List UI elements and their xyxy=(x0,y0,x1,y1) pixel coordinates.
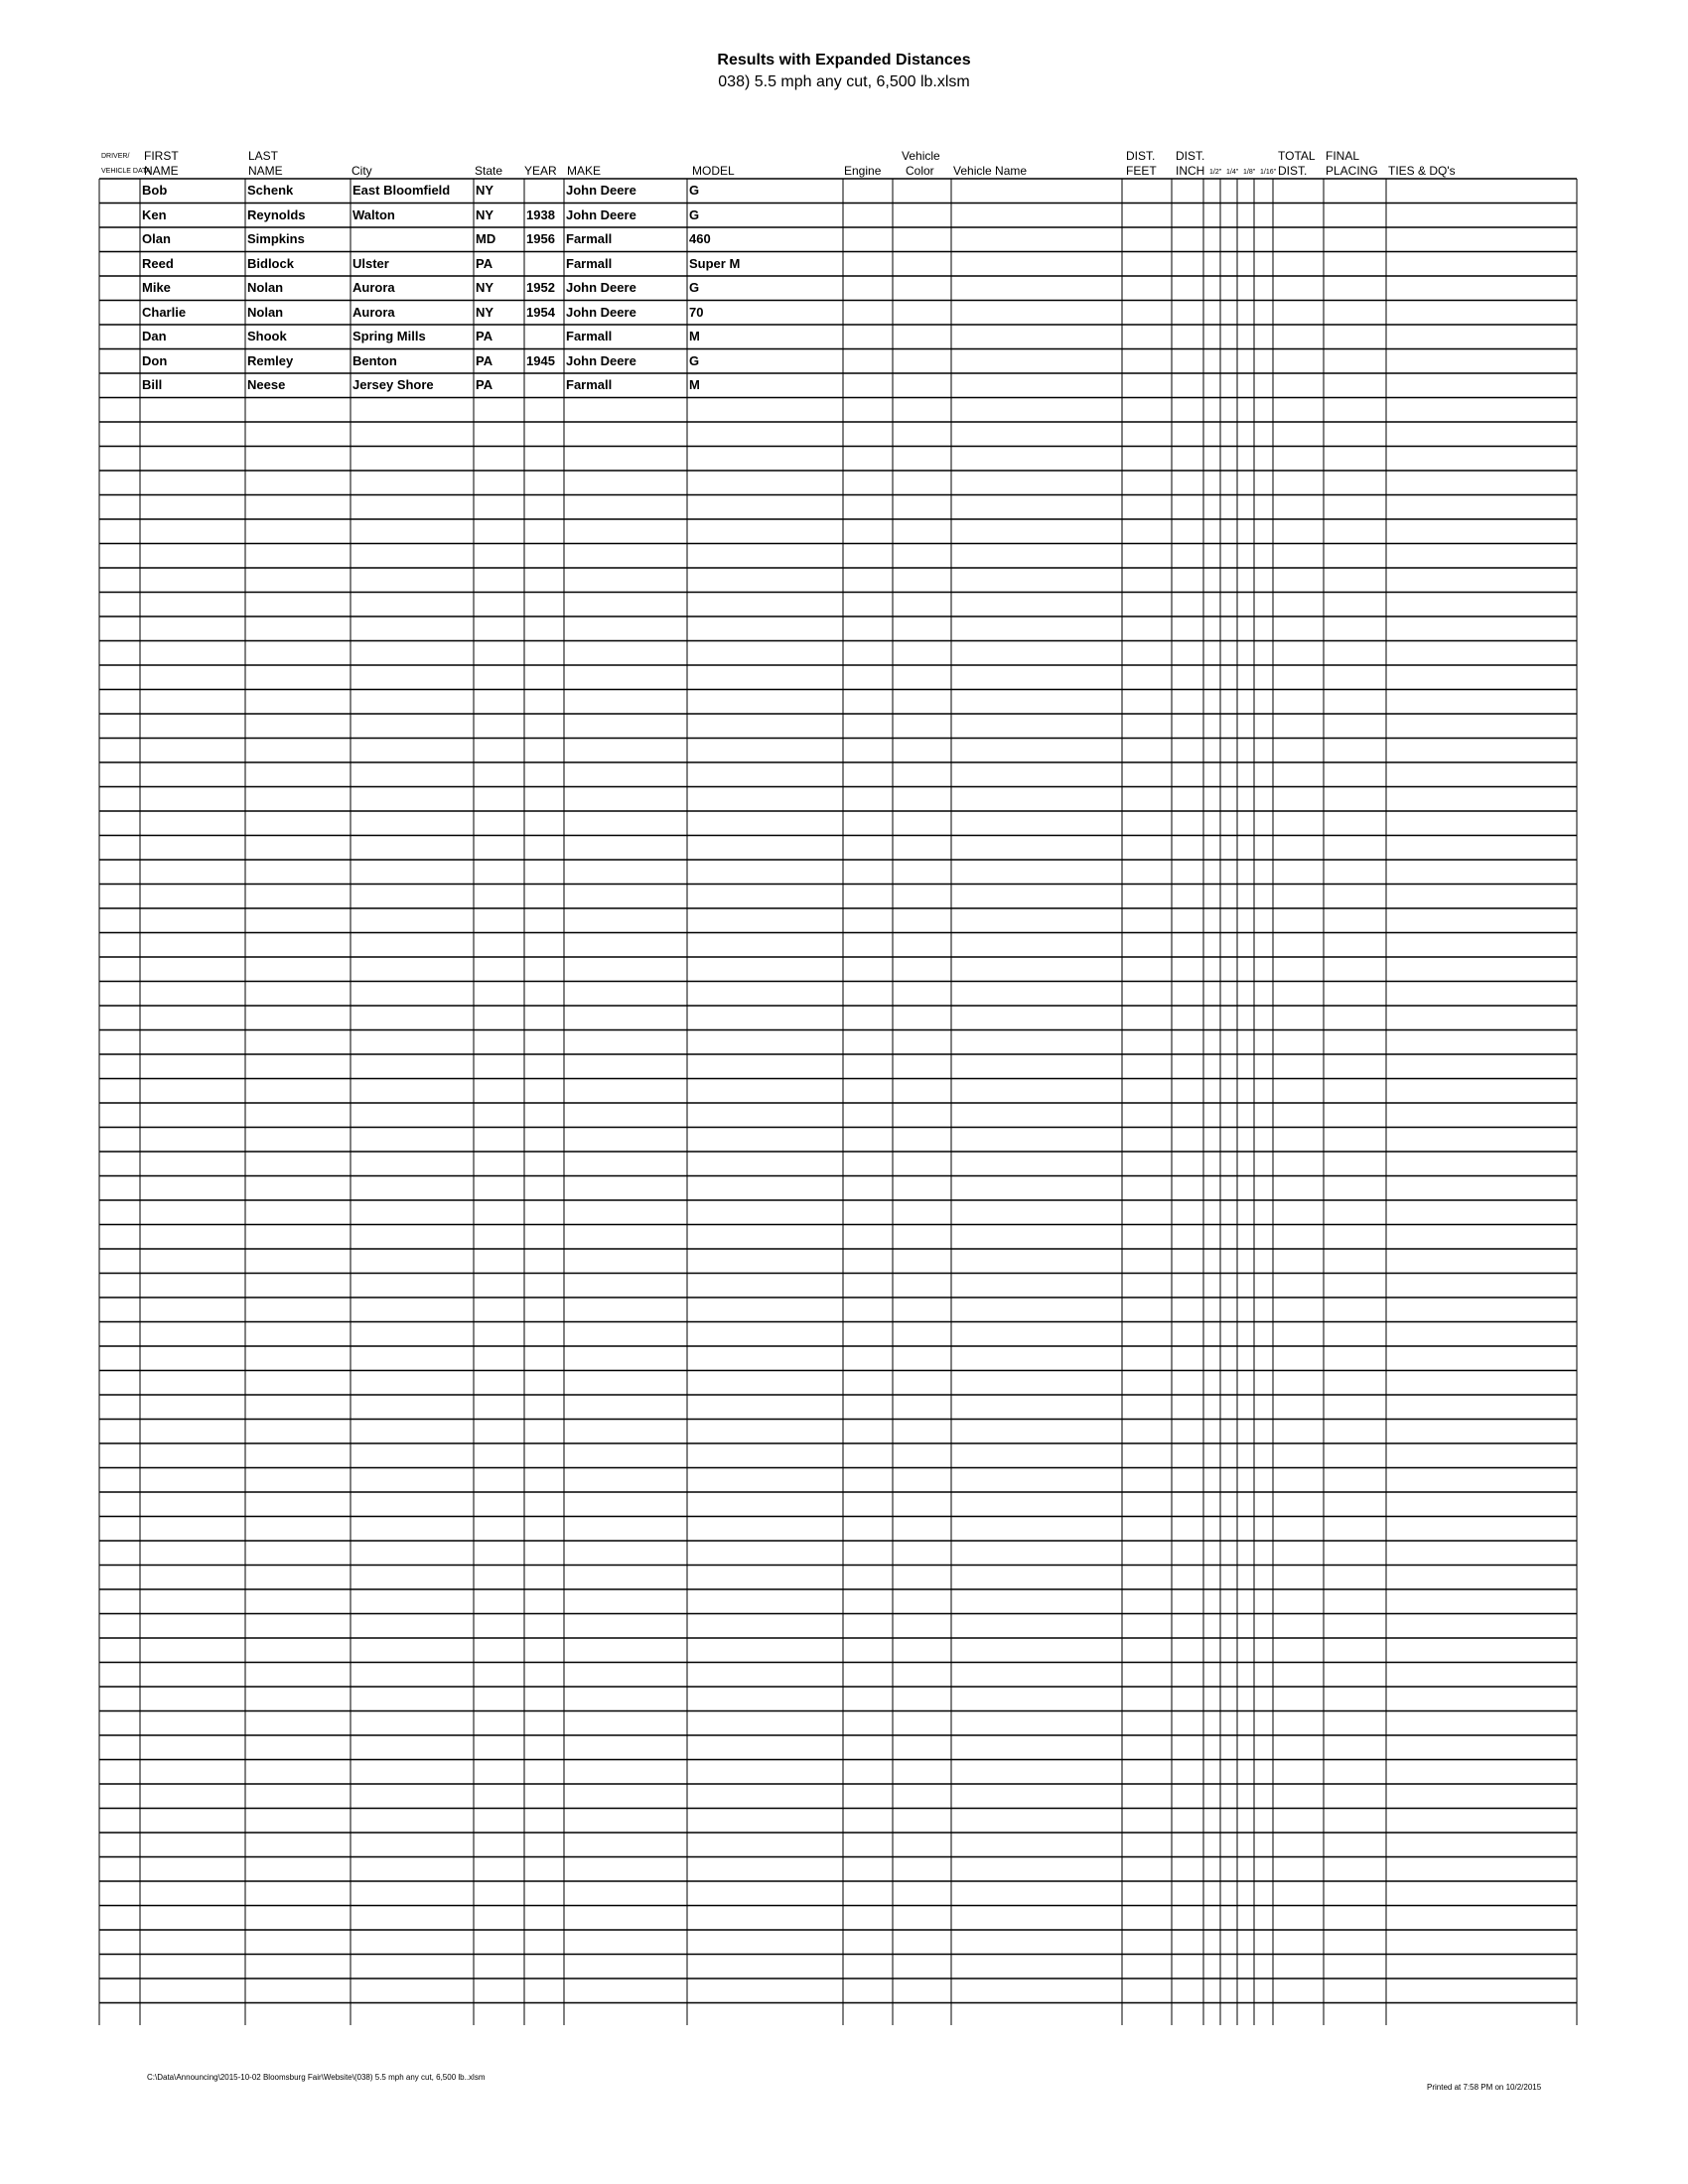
cell-last: Bidlock xyxy=(247,255,294,271)
cell-model: 460 xyxy=(689,231,711,246)
header-frac-eighth: 1/8" xyxy=(1243,169,1256,176)
cell-make: John Deere xyxy=(566,352,636,368)
cell-first: Don xyxy=(142,352,168,368)
cell-first: Bill xyxy=(142,377,163,392)
cell-model: M xyxy=(689,377,700,392)
cell-last: Remley xyxy=(247,352,294,368)
footer-file-path: C:\Data\Announcing\2015-10-02 Bloomsburg Fair\Website\(038) 5.5 mph any cut, 6,500 lb..xlsm xyxy=(147,2073,486,2082)
cell-make: Farmall xyxy=(566,255,613,271)
cell-last: Neese xyxy=(247,377,286,392)
header-dist-inch-line1: DIST. xyxy=(1176,149,1205,163)
cell-year: 1952 xyxy=(526,280,555,295)
cell-state: NY xyxy=(476,206,494,222)
footer-printed-timestamp: Printed at 7:58 PM on 10/2/2015 xyxy=(1427,2083,1542,2092)
header-frac-sixteenth: 1/16" xyxy=(1260,169,1277,176)
cell-year: 1938 xyxy=(526,206,555,222)
header-dist-feet-line1: DIST. xyxy=(1126,149,1156,163)
cell-city: Walton xyxy=(352,206,395,222)
cell-make: Farmall xyxy=(566,377,613,392)
cell-make: John Deere xyxy=(566,280,636,295)
cell-state: NY xyxy=(476,280,494,295)
cell-first: Dan xyxy=(142,329,167,343)
cell-year: 1956 xyxy=(526,231,555,246)
cell-state: PA xyxy=(476,377,493,392)
cell-model: M xyxy=(689,329,700,343)
header-dist-inch-line2: INCH xyxy=(1176,164,1205,178)
header-total-line2: DIST. xyxy=(1278,164,1308,178)
cell-state: PA xyxy=(476,329,493,343)
cell-last: Schenk xyxy=(247,183,294,198)
header-ties: TIES & DQ's xyxy=(1388,164,1456,178)
cell-model: G xyxy=(689,183,700,198)
cell-year: 1945 xyxy=(526,352,555,368)
header-state: State xyxy=(475,164,503,178)
header-driver-line1: DRIVER/ xyxy=(101,153,130,160)
cell-state: MD xyxy=(476,231,496,246)
cell-city: Jersey Shore xyxy=(352,377,434,392)
cell-state: NY xyxy=(476,304,494,320)
cell-state: NY xyxy=(476,183,494,198)
header-frac-quarter: 1/4" xyxy=(1226,169,1239,176)
header-final-line2: PLACING xyxy=(1326,164,1378,178)
cell-first: Charlie xyxy=(142,304,187,320)
cell-first: Mike xyxy=(142,280,171,295)
header-year: YEAR xyxy=(524,164,557,178)
header-dist-feet-line2: FEET xyxy=(1126,164,1157,178)
cell-last: Simpkins xyxy=(247,231,305,246)
header-total-line1: TOTAL xyxy=(1278,149,1316,163)
header-first-line2: NAME xyxy=(144,164,179,178)
cell-city: East Bloomfield xyxy=(352,183,451,198)
cell-city: Aurora xyxy=(352,304,395,320)
cell-state: PA xyxy=(476,352,493,368)
cell-city: Spring Mills xyxy=(352,329,426,343)
header-last-line2: NAME xyxy=(248,164,283,178)
cell-first: Bob xyxy=(142,183,168,198)
cell-first: Olan xyxy=(142,231,171,246)
header-last-line1: LAST xyxy=(248,149,279,163)
header-first-line1: FIRST xyxy=(144,149,179,163)
cell-make: Farmall xyxy=(566,329,613,343)
cell-city: Aurora xyxy=(352,280,395,295)
cell-model: Super M xyxy=(689,255,741,271)
cell-last: Reynolds xyxy=(247,206,306,222)
cell-year: 1954 xyxy=(526,304,555,320)
cell-model: G xyxy=(689,352,700,368)
cell-last: Nolan xyxy=(247,304,284,320)
cell-make: John Deere xyxy=(566,206,636,222)
cell-last: Shook xyxy=(247,329,287,343)
cell-first: Ken xyxy=(142,206,167,222)
cell-make: John Deere xyxy=(566,183,636,198)
cell-make: Farmall xyxy=(566,231,613,246)
header-color: Color xyxy=(906,164,934,178)
header-driver-line2: VEHICLE DATA xyxy=(101,168,151,175)
cell-model: G xyxy=(689,206,700,222)
header-vehicle-name: Vehicle Name xyxy=(953,164,1028,178)
cell-city: Ulster xyxy=(352,255,389,271)
cell-make: John Deere xyxy=(566,304,636,320)
page-title: Results with Expanded Distances xyxy=(717,52,971,68)
cell-model: G xyxy=(689,280,700,295)
header-city: City xyxy=(352,164,372,178)
cell-last: Nolan xyxy=(247,280,284,295)
header-make: MAKE xyxy=(567,164,602,178)
header-frac-half: 1/2" xyxy=(1209,169,1222,176)
header-final-line1: FINAL xyxy=(1326,149,1360,163)
header-vehicle-line1: Vehicle xyxy=(902,149,940,163)
cell-state: PA xyxy=(476,255,493,271)
cell-city: Benton xyxy=(352,352,397,368)
header-engine: Engine xyxy=(844,164,882,178)
cell-model: 70 xyxy=(689,304,704,320)
cell-first: Reed xyxy=(142,255,174,271)
header-model: MODEL xyxy=(692,164,735,178)
page-subtitle: 038) 5.5 mph any cut, 6,500 lb.xlsm xyxy=(718,73,970,90)
